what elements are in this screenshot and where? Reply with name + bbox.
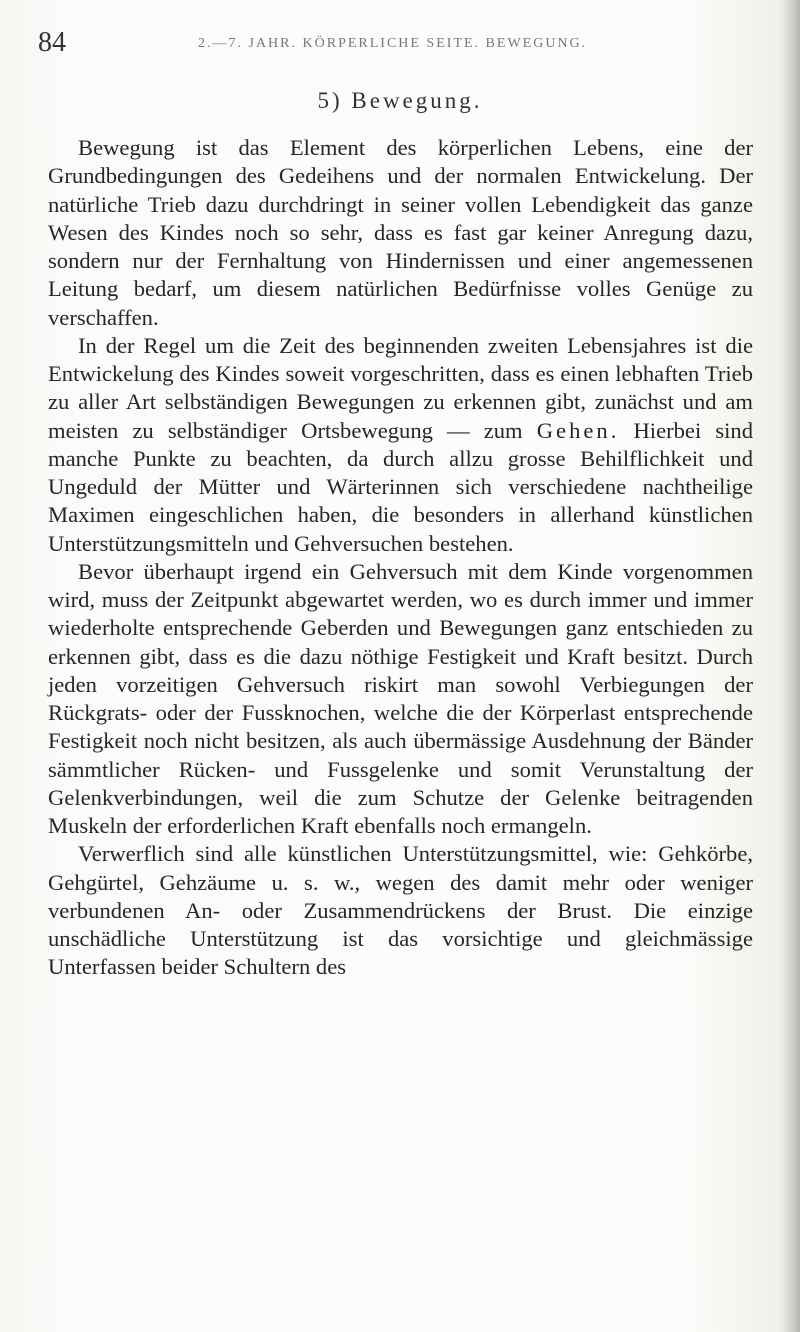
paragraph-1: Bewegung ist das Element des körperlichen Lebens, eine der Grundbedingungen des Gedeihens und der normalen Entwickelung. Der natürliche Trieb dazu durchdringt in seiner vollen Lebendigkeit das ganze Wesen des Kindes noch so sehr, dass es fast gar keiner Anregung dazu, sondern nur der Fernhaltung von Hindernissen und einer angemessenen Leitung bedarf, um diesem natürlichen Bedürfnisse volles Genüge zu verschaffen. [48,135,753,330]
paragraph-2-text-after: Hierbei sind manche Punkte zu beachten, da durch allzu grosse Behilflichkeit und Ungeduld der Mütter und Wärterinnen sich verschiedene nachtheilige Maximen eingeschlichen haben, die besonders in allerhand künstlichen Unterstützungsmitteln und Gehversuchen bestehen. [48,417,753,556]
paragraph-4: Verwerflich sind alle künstlichen Unterstützungsmittel, wie: Gehkörbe, Gehgürtel, Gehzäume u. s. w., wegen des damit mehr oder weniger verbundenen An- oder Zusammendrückens der Brust. Die einzige unschädliche Unterstützung ist das vorsichtige und gleichmässige Unterfassen beider Schultern des [48,841,753,980]
paragraph-3: Bevor überhaupt irgend ein Gehversuch mit dem Kinde vorgenommen wird, muss der Zeitpunkt abgewartet werden, wo es durch immer und immer wiederholte entsprechende Geberden und Bewegungen ganz entschieden zu erkennen gibt, dass es die dazu nöthige Festigkeit und Kraft besitzt. Durch jeden vorzeitigen Gehversuch riskirt man sowohl Verbiegungen der Rückgrats- oder der Fussknochen, welche die der Körperlast entsprechende Festigkeit noch nicht besitzen, als auch übermässige Ausdehnung der Bänder sämmtlicher Rücken- und Fussgelenke und somit Verunstaltung der Gelenkverbindungen, weil die zum Schutze der Gelenke beitragenden Muskeln der erforderlichen Kraft ebenfalls noch ermangeln. [48,558,753,838]
page-number: 84 [38,27,66,58]
running-head [38,28,728,58]
paragraph-2 [48,332,753,558]
emphasis-gehen: Gehen. [536,417,620,443]
section-title: 5) Bewegung. [317,88,483,113]
body-text [48,134,753,982]
page-edge-shadow [782,0,800,1332]
paragraph-2-text-before: In der Regel um die Zeit des beginnenden zweiten Lebensjahres ist die Entwickelung des Kindes soweit vorgeschritten, dass es einen lebhaften Trieb zu aller Art selbständigen Bewegungen zu erkennen gibt, zunächst und am meisten zu selbständiger Ortsbewegung — zum [48,332,753,443]
running-title: 2.—7. JAHR. KÖRPERLICHE SEITE. BEWEGUNG. [198,36,588,51]
